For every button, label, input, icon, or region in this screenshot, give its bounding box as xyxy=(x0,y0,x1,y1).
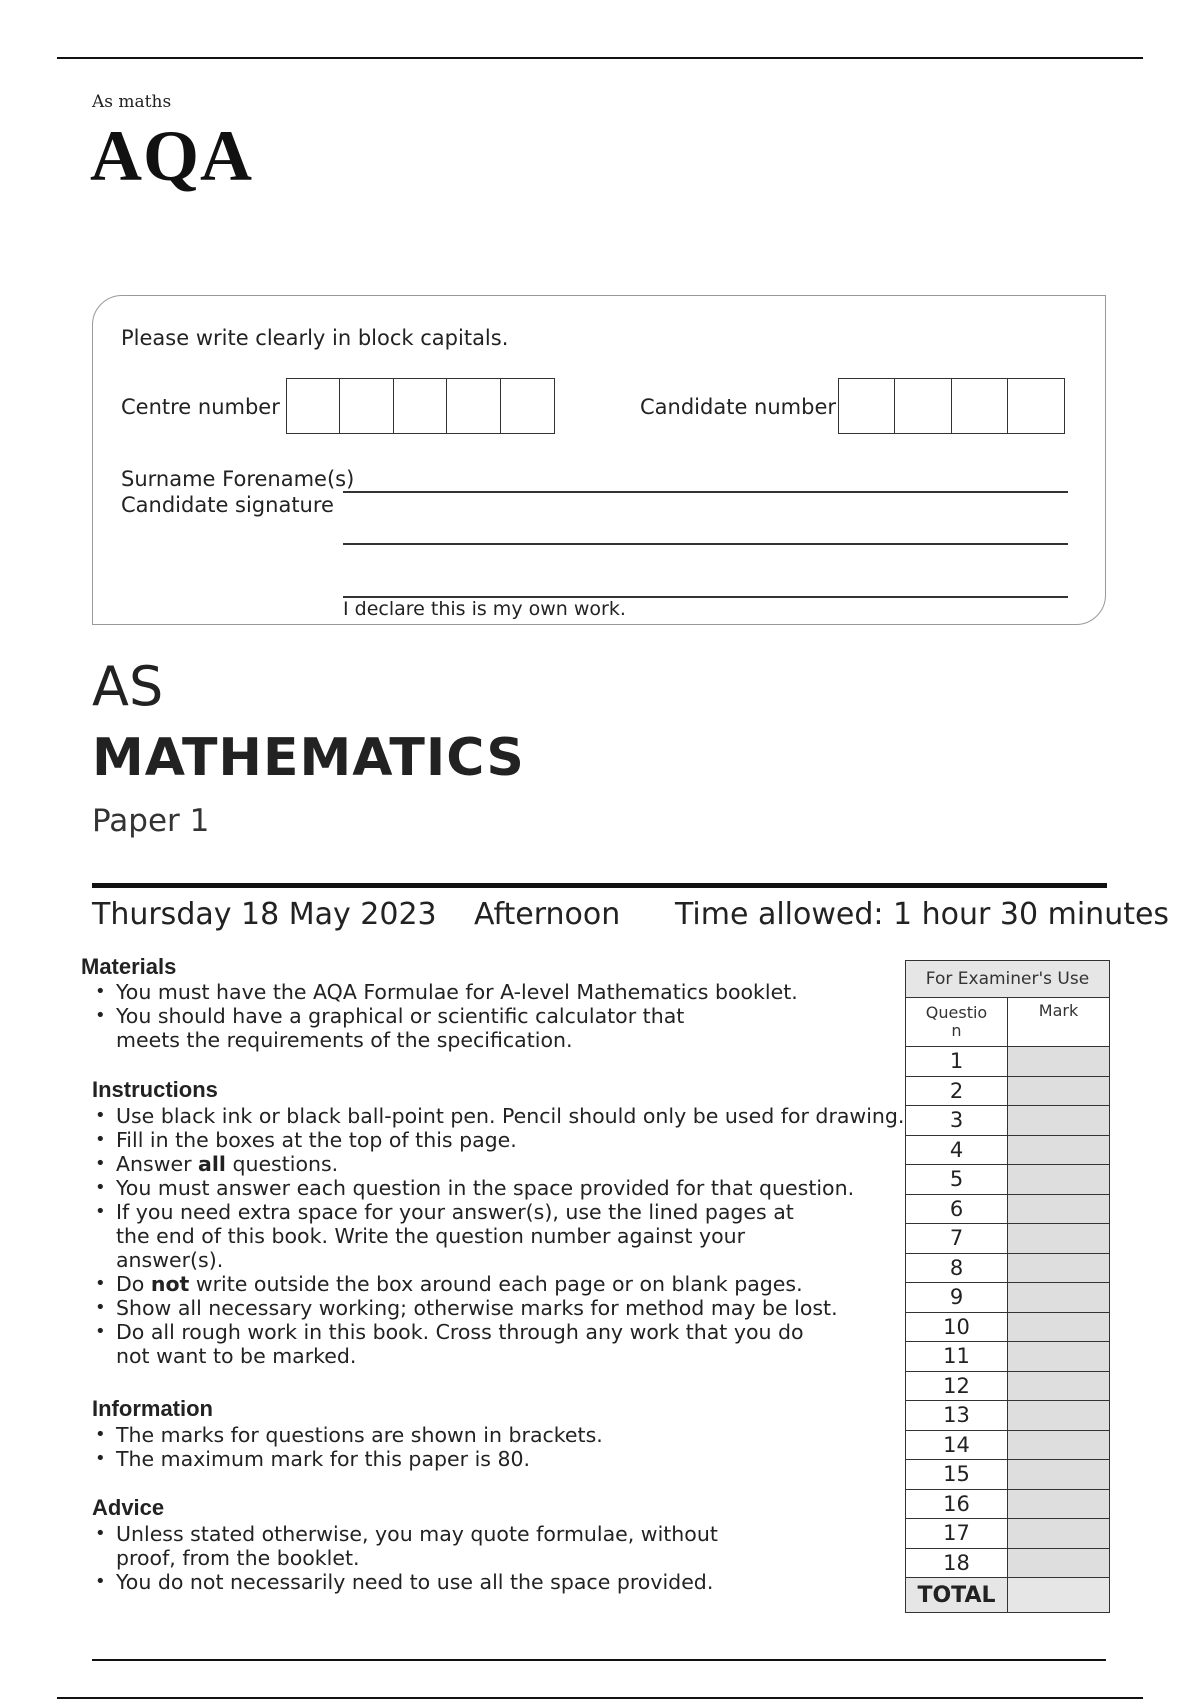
list-item: • Do not write outside the box around each page or on blank pages. xyxy=(93,1272,904,1296)
table-row xyxy=(906,1224,1110,1254)
list-item: • You should have a graphical or scientific calculator that meets the requirements of the specification. xyxy=(93,1004,798,1052)
table-row xyxy=(906,1401,1110,1431)
exam-date: Thursday 18 May 2023 xyxy=(92,897,437,932)
materials-heading: Materials xyxy=(81,954,177,979)
table-row xyxy=(906,1076,1110,1106)
question-number-cell: 16 xyxy=(906,1489,1008,1519)
exam-session: Afternoon xyxy=(474,897,621,932)
total-mark-cell[interactable] xyxy=(1008,1578,1110,1613)
bottom-rule-outer xyxy=(57,1697,1143,1699)
table-row xyxy=(906,1165,1110,1195)
centre-digit-box[interactable] xyxy=(286,378,341,434)
mark-cell[interactable] xyxy=(1008,1342,1110,1372)
table-row xyxy=(906,1342,1110,1372)
mark-cell[interactable] xyxy=(1008,1135,1110,1165)
mark-cell[interactable] xyxy=(1008,1401,1110,1431)
advice-list xyxy=(93,1522,718,1594)
list-item: • Show all necessary working; otherwise marks for method may be lost. xyxy=(93,1296,904,1320)
table-row xyxy=(906,1489,1110,1519)
mark-cell[interactable] xyxy=(1008,1371,1110,1401)
question-number-cell: 9 xyxy=(906,1283,1008,1313)
list-item: • If you need extra space for your answer(s), use the lined pages at the end of this book. Write the question number against your answer(s). xyxy=(93,1200,904,1272)
table-row xyxy=(906,1548,1110,1578)
qualification-level: AS xyxy=(92,655,164,718)
question-number-cell: 6 xyxy=(906,1194,1008,1224)
list-item: • The maximum mark for this paper is 80. xyxy=(93,1447,603,1471)
information-heading: Information xyxy=(92,1396,213,1421)
table-row xyxy=(906,1283,1110,1313)
candidate-number-label: Candidate number xyxy=(640,395,836,419)
centre-digit-box[interactable] xyxy=(339,378,394,434)
bottom-rule-inner xyxy=(92,1659,1106,1661)
question-number-cell: 10 xyxy=(906,1312,1008,1342)
list-item: • You do not necessarily need to use all the space provided. xyxy=(93,1570,718,1594)
table-row xyxy=(906,1194,1110,1224)
list-item: • Do all rough work in this book. Cross through any work that you do not want to be marked. xyxy=(93,1320,904,1368)
mark-cell[interactable] xyxy=(1008,1076,1110,1106)
question-number-cell: 2 xyxy=(906,1076,1008,1106)
question-number-cell: 5 xyxy=(906,1165,1008,1195)
list-item: • You must have the AQA Formulae for A-level Mathematics booklet. xyxy=(93,980,798,1004)
question-number-cell: 7 xyxy=(906,1224,1008,1254)
question-number-cell: 3 xyxy=(906,1106,1008,1136)
materials-list xyxy=(93,980,798,1052)
mark-cell[interactable] xyxy=(1008,1489,1110,1519)
mark-cell[interactable] xyxy=(1008,1224,1110,1254)
list-item: • The marks for questions are shown in brackets. xyxy=(93,1423,603,1447)
forename-line[interactable] xyxy=(343,543,1068,545)
mark-cell[interactable] xyxy=(1008,1519,1110,1549)
title-rule xyxy=(92,883,1107,888)
document-label: As maths xyxy=(92,92,172,112)
question-column-header: Questio n xyxy=(906,998,1008,1047)
top-rule xyxy=(57,57,1143,59)
list-item: • Unless stated otherwise, you may quote formulae, without proof, from the booklet. xyxy=(93,1522,718,1570)
list-item: • Use black ink or black ball-point pen. Pencil should only be used for drawing. xyxy=(93,1104,904,1128)
table-row xyxy=(906,1460,1110,1490)
question-number-cell: 14 xyxy=(906,1430,1008,1460)
candidate-signature-label: Candidate signature xyxy=(121,493,334,517)
list-item: • Fill in the boxes at the top of this page. xyxy=(93,1128,904,1152)
table-row xyxy=(906,1106,1110,1136)
table-row xyxy=(906,1430,1110,1460)
centre-number-label: Centre number xyxy=(121,395,280,419)
instructions-list xyxy=(93,1104,904,1368)
surname-forename-label: Surname Forename(s) xyxy=(121,467,355,491)
candidate-digit-box[interactable] xyxy=(1007,378,1065,434)
mark-cell[interactable] xyxy=(1008,1047,1110,1077)
mark-cell[interactable] xyxy=(1008,1460,1110,1490)
mark-cell[interactable] xyxy=(1008,1430,1110,1460)
declaration-text: I declare this is my own work. xyxy=(343,598,626,620)
centre-digit-box[interactable] xyxy=(446,378,501,434)
block-capitals-instruction: Please write clearly in block capitals. xyxy=(121,326,509,350)
question-number-cell: 11 xyxy=(906,1342,1008,1372)
paper-number: Paper 1 xyxy=(92,803,210,839)
question-number-cell: 18 xyxy=(906,1548,1008,1578)
question-number-cell: 8 xyxy=(906,1253,1008,1283)
mark-cell[interactable] xyxy=(1008,1165,1110,1195)
question-number-cell: 13 xyxy=(906,1401,1008,1431)
total-label: TOTAL xyxy=(906,1578,1008,1613)
list-item: • You must answer each question in the space provided for that question. xyxy=(93,1176,904,1200)
table-row xyxy=(906,1253,1110,1283)
table-row xyxy=(906,1519,1110,1549)
list-item: • Answer all questions. xyxy=(93,1152,904,1176)
centre-number-field[interactable] xyxy=(287,378,555,434)
mark-cell[interactable] xyxy=(1008,1253,1110,1283)
candidate-digit-box[interactable] xyxy=(894,378,952,434)
mark-cell[interactable] xyxy=(1008,1283,1110,1313)
table-row xyxy=(906,1135,1110,1165)
table-row xyxy=(906,1047,1110,1077)
mark-cell[interactable] xyxy=(1008,1312,1110,1342)
aqa-logo: AQA xyxy=(90,116,253,196)
subject-title: MATHEMATICS xyxy=(92,728,525,788)
table-row xyxy=(906,1312,1110,1342)
mark-cell[interactable] xyxy=(1008,1548,1110,1578)
examiners-use-title: For Examiner's Use xyxy=(906,961,1110,998)
question-number-cell: 1 xyxy=(906,1047,1008,1077)
examiners-use-table xyxy=(905,960,1110,1613)
candidate-digit-box[interactable] xyxy=(838,378,896,434)
surname-line[interactable] xyxy=(343,491,1068,493)
centre-digit-box[interactable] xyxy=(500,378,555,434)
time-allowed: Time allowed: 1 hour 30 minutes xyxy=(675,897,1170,932)
instructions-heading: Instructions xyxy=(92,1077,218,1102)
question-number-cell: 4 xyxy=(906,1135,1008,1165)
question-number-cell: 15 xyxy=(906,1460,1008,1490)
question-number-cell: 17 xyxy=(906,1519,1008,1549)
table-row xyxy=(906,1371,1110,1401)
mark-cell[interactable] xyxy=(1008,1106,1110,1136)
candidate-digit-box[interactable] xyxy=(951,378,1009,434)
advice-heading: Advice xyxy=(92,1495,165,1520)
candidate-number-field[interactable] xyxy=(839,378,1065,434)
mark-column-header: Mark xyxy=(1008,998,1110,1047)
question-number-cell: 12 xyxy=(906,1371,1008,1401)
information-list xyxy=(93,1423,603,1471)
mark-cell[interactable] xyxy=(1008,1194,1110,1224)
centre-digit-box[interactable] xyxy=(393,378,448,434)
